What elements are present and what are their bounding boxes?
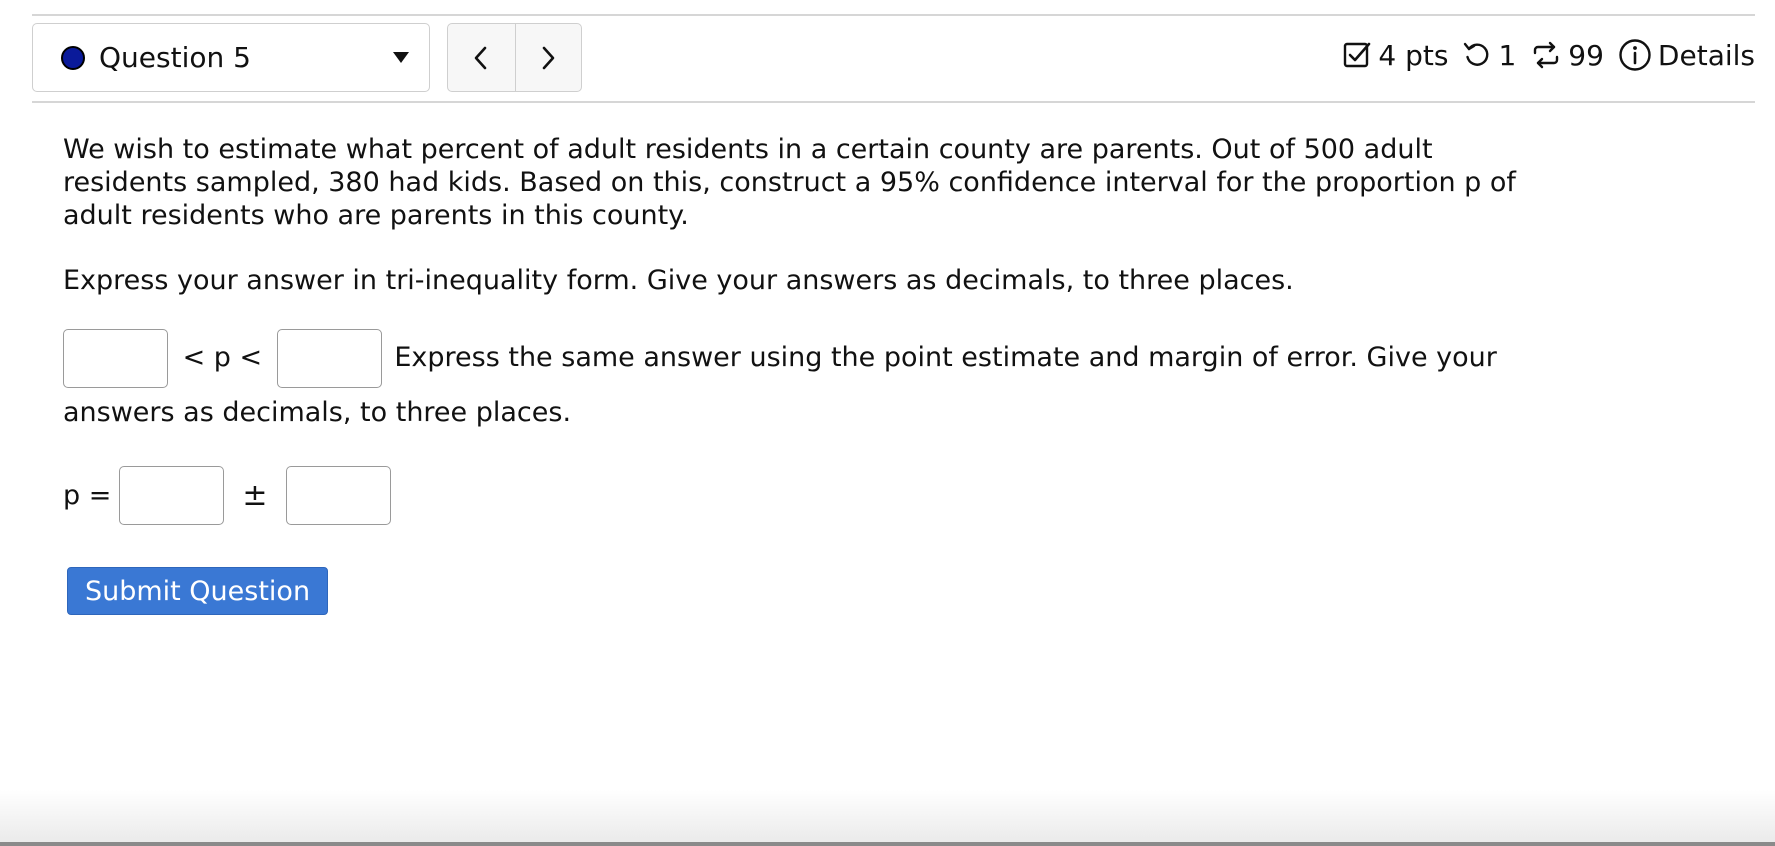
point-estimate-label: p = xyxy=(63,480,112,511)
inequality-answer-row xyxy=(63,329,1523,438)
details-label: Details xyxy=(1657,38,1755,72)
point-estimate-row xyxy=(63,466,1523,525)
inequality-symbol: < p < xyxy=(182,342,263,373)
previous-question-button[interactable] xyxy=(448,24,515,91)
chevron-left-icon xyxy=(472,45,490,71)
question-body xyxy=(63,133,1523,615)
margin-of-error-input[interactable] xyxy=(286,466,391,525)
question-status-dot-icon xyxy=(61,46,85,70)
info-icon xyxy=(1618,38,1652,72)
question-instruction: Express your answer in tri-inequality form. Give your answers as decimals, to three places. xyxy=(63,265,1294,296)
attempts-icon xyxy=(1530,40,1562,70)
top-divider xyxy=(32,14,1755,16)
next-question-button[interactable] xyxy=(515,24,582,91)
checkbox-icon xyxy=(1342,40,1372,70)
retries-value: 1 xyxy=(1498,38,1517,72)
question-nav xyxy=(447,23,582,92)
plus-minus-symbol: ± xyxy=(242,478,268,513)
attempts-value: 99 xyxy=(1568,38,1604,72)
chevron-right-icon xyxy=(539,45,557,71)
question-selector-label: Question 5 xyxy=(99,41,251,74)
bottom-edge xyxy=(0,842,1775,846)
point-estimate-input[interactable] xyxy=(119,466,224,525)
question-meta xyxy=(1342,35,1755,75)
retry-icon xyxy=(1462,40,1492,70)
question-selector[interactable] xyxy=(32,23,430,92)
points-value: 4 pts xyxy=(1378,38,1449,72)
details-button[interactable] xyxy=(1618,38,1755,72)
question-prompt-text: We wish to estimate what percent of adult residents in a certain county are parents. Out of 500 adult residents sampled, 380 had kids. Based on this, construct a 95% confidence interval for the proportion p of adult residents who are parents in this county. xyxy=(63,134,1516,231)
bottom-fade xyxy=(0,790,1775,846)
submit-question-button[interactable]: Submit Question xyxy=(67,567,328,615)
lower-bound-input[interactable] xyxy=(63,329,168,388)
question-prompt xyxy=(63,133,1523,232)
question-header xyxy=(32,23,1755,100)
upper-bound-input[interactable] xyxy=(277,329,382,388)
caret-down-icon xyxy=(393,52,409,63)
second-instruction: Express the same answer using the point estimate and margin of error. Give your answers as decimals, to three places. xyxy=(63,342,1497,428)
header-divider xyxy=(32,101,1755,103)
